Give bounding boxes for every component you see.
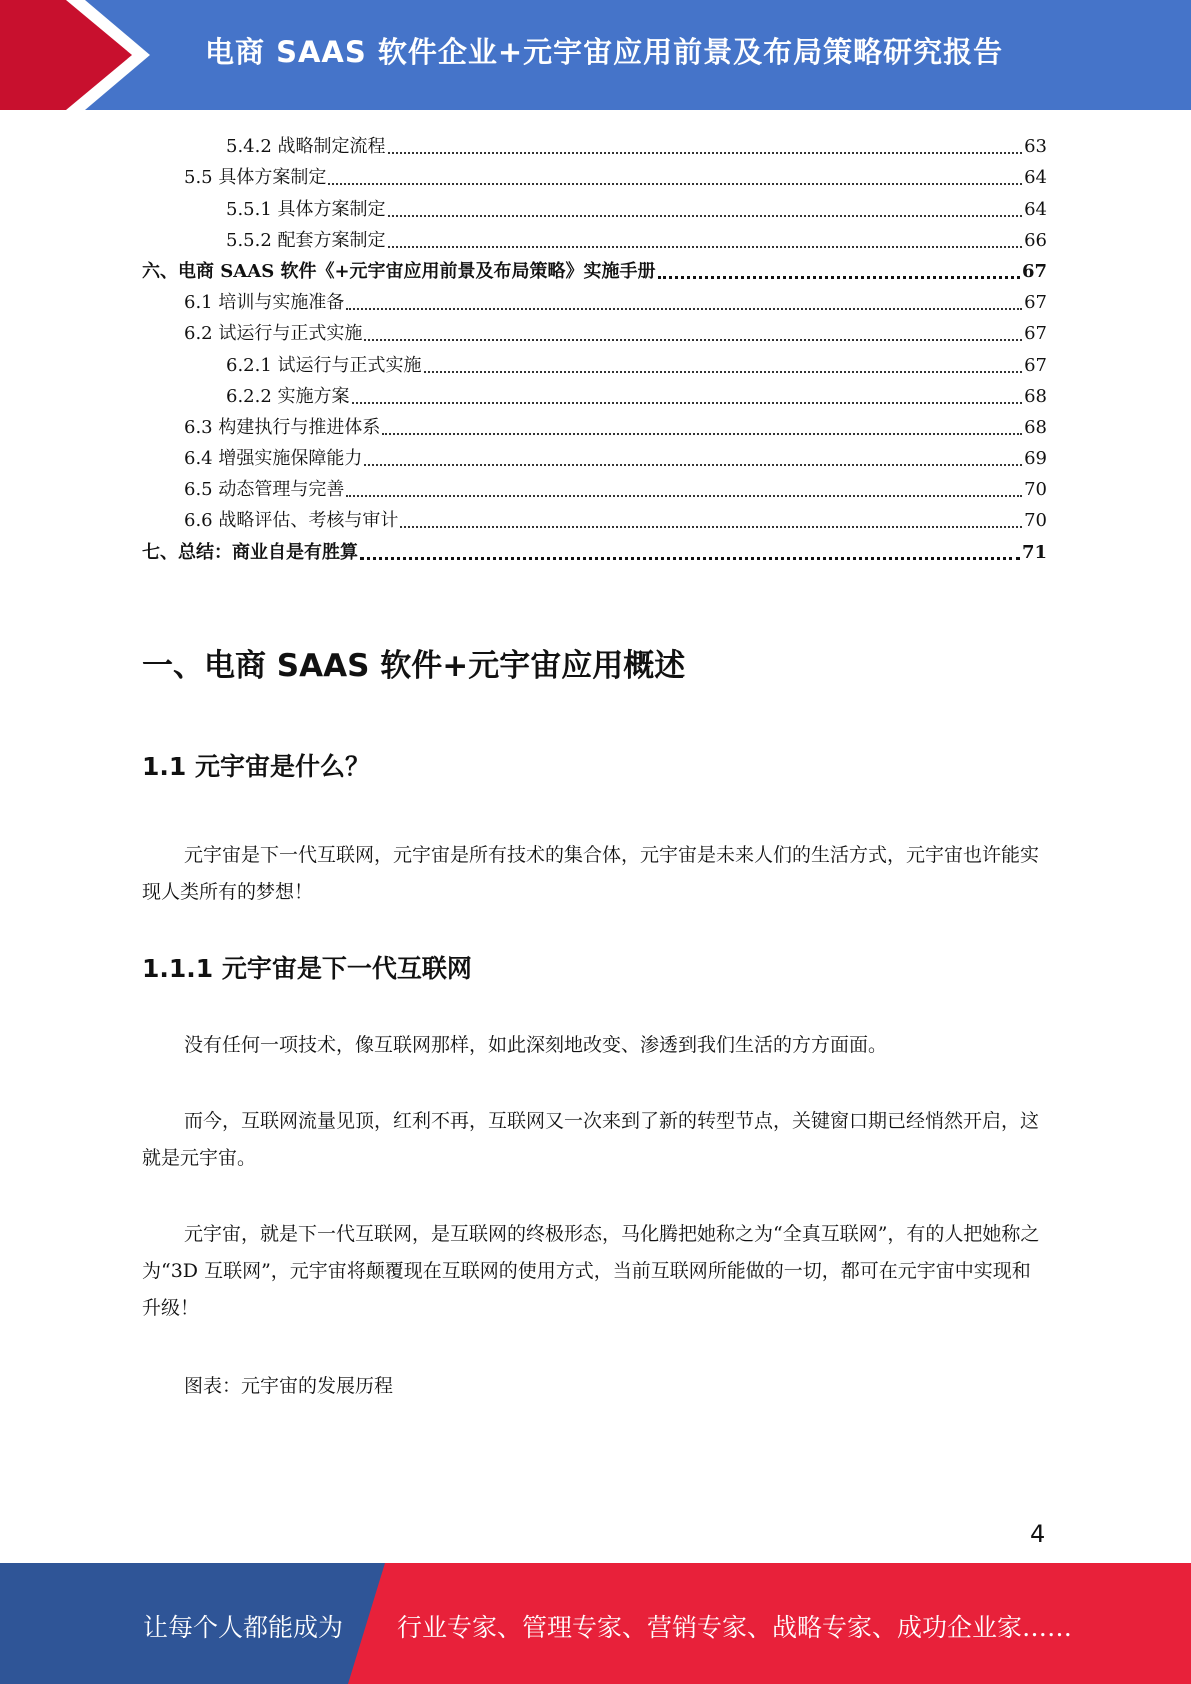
toc-entry-page: 67: [1024, 292, 1047, 314]
figure-caption: 图表：元宇宙的发展历程: [184, 1375, 394, 1397]
toc-entry-page: 67: [1024, 354, 1047, 376]
footer-slogan-left: 让每个人都能成为: [143, 1613, 344, 1642]
toc-dot-leader: [346, 308, 1022, 310]
toc-entry-page: 64: [1024, 167, 1047, 189]
toc-entry[interactable]: [142, 471, 1047, 502]
toc-entry-page: 63: [1024, 136, 1047, 158]
toc-entry-page: 70: [1024, 510, 1047, 532]
toc-dot-leader: [382, 433, 1022, 435]
toc-entry-label: 七、总结：商业自是有胜算: [142, 541, 358, 563]
toc-entry-page: 68: [1024, 385, 1047, 407]
toc-entry[interactable]: [142, 128, 1047, 159]
paragraph-internet-transition: 而今，互联网流量见顶，红利不再，互联网又一次来到了新的转型节点，关键窗口期已经悄然开启，这就是元宇宙。: [142, 1110, 1040, 1169]
toc-entry[interactable]: [142, 315, 1047, 346]
toc-dot-leader: [658, 276, 1020, 279]
toc-entry[interactable]: [142, 440, 1047, 471]
paragraph-metaverse-definition: 元宇宙是下一代互联网，元宇宙是所有技术的集合体，元宇宙是未来人们的生活方式，元宇宙也许能实现人类所有的梦想！: [142, 844, 1040, 903]
document-title: 电商 SAAS 软件企业+元宇宙应用前景及布局策略研究报告: [205, 35, 1004, 69]
paragraph-internet-impact: 没有任何一项技术，像互联网那样，如此深刻地改变、渗透到我们生活的方方面面。: [184, 1034, 888, 1056]
toc-entry-label: 5.5.1 具体方案制定: [226, 198, 386, 220]
toc-entry-label: 5.4.2 战略制定流程: [226, 136, 386, 158]
toc-entry[interactable]: [142, 533, 1047, 564]
page-number: 4: [1030, 1520, 1046, 1548]
toc-dot-leader: [328, 183, 1022, 185]
toc-dot-leader: [388, 152, 1023, 154]
subsubsection-heading: 1.1.1 元宇宙是下一代互联网: [142, 954, 472, 983]
toc-entry[interactable]: [142, 346, 1047, 377]
toc-entry[interactable]: [142, 502, 1047, 533]
paragraph-next-gen-internet: 元宇宙，就是下一代互联网，是互联网的终极形态，马化腾把她称之为“全真互联网”，有的人把她称之为“3D 互联网”，元宇宙将颠覆现在互联网的使用方式，当前互联网所能做的一切，都可在元宇宙中实现和升级！: [142, 1223, 1040, 1319]
toc-entry-page: 69: [1024, 448, 1047, 470]
toc-dot-leader: [352, 402, 1023, 404]
toc-entry-label: 六、电商 SAAS 软件《+元宇宙应用前景及布局策略》实施手册: [142, 260, 656, 282]
toc-dot-leader: [388, 215, 1023, 217]
toc-entry-page: 70: [1024, 479, 1047, 501]
toc-dot-leader: [346, 495, 1022, 497]
toc-entry-page: 68: [1024, 416, 1047, 438]
table-of-contents: [142, 128, 1047, 565]
toc-entry-label: 6.1 培训与实施准备: [184, 292, 345, 314]
toc-dot-leader: [364, 339, 1022, 341]
toc-entry-label: 6.2 试运行与正式实施: [184, 323, 363, 345]
toc-entry-label: 6.2.1 试运行与正式实施: [226, 354, 422, 376]
toc-entry[interactable]: [142, 284, 1047, 315]
toc-entry-page: 71: [1021, 541, 1047, 563]
header-banner: [0, 0, 1191, 110]
section-heading: 一、电商 SAAS 软件+元宇宙应用概述: [142, 648, 686, 684]
toc-entry-label: 6.2.2 实施方案: [226, 385, 350, 407]
toc-entry[interactable]: [142, 222, 1047, 253]
toc-dot-leader: [388, 246, 1023, 248]
footer-slogan-right: 行业专家、管理专家、营销专家、战略专家、成功企业家……: [397, 1613, 1073, 1642]
toc-entry[interactable]: [142, 159, 1047, 190]
toc-dot-leader: [400, 526, 1022, 528]
toc-entry[interactable]: [142, 253, 1047, 284]
subsection-heading: 1.1 元宇宙是什么？: [142, 752, 370, 781]
toc-entry-label: 5.5 具体方案制定: [184, 167, 327, 189]
toc-entry-label: 6.3 构建执行与推进体系: [184, 416, 381, 438]
footer-banner: [0, 1563, 1191, 1684]
toc-entry[interactable]: [142, 378, 1047, 409]
toc-dot-leader: [424, 371, 1023, 373]
toc-entry[interactable]: [142, 190, 1047, 221]
toc-dot-leader: [360, 557, 1020, 560]
toc-entry-label: 6.5 动态管理与完善: [184, 479, 345, 501]
toc-entry-label: 6.4 增强实施保障能力: [184, 448, 363, 470]
toc-entry[interactable]: [142, 409, 1047, 440]
toc-entry-page: 64: [1024, 198, 1047, 220]
toc-entry-page: 67: [1021, 260, 1047, 282]
toc-entry-label: 5.5.2 配套方案制定: [226, 229, 386, 251]
toc-entry-page: 67: [1024, 323, 1047, 345]
toc-entry-label: 6.6 战略评估、考核与审计: [184, 510, 399, 532]
toc-entry-page: 66: [1024, 229, 1047, 251]
toc-dot-leader: [364, 464, 1022, 466]
